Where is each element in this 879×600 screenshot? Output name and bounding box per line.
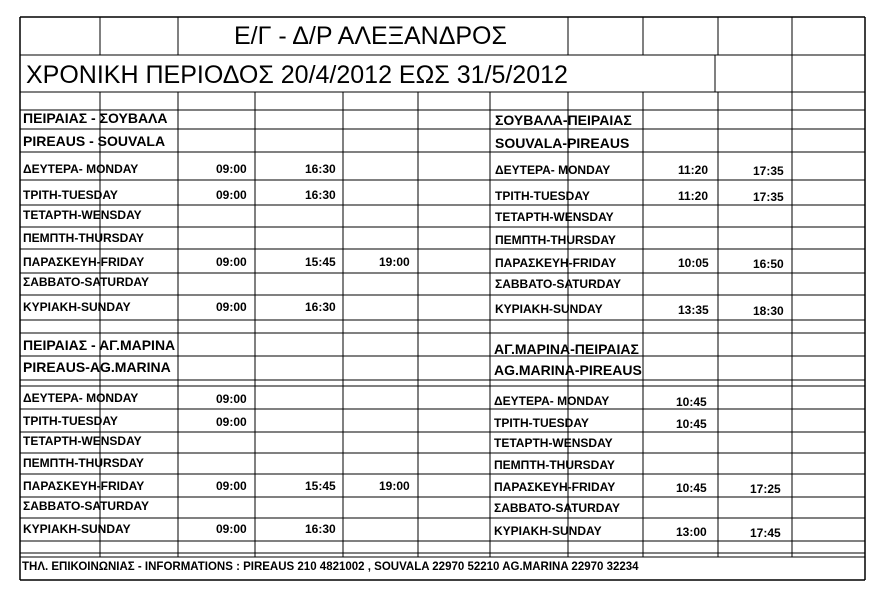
vessel-title: Ε/Γ - Δ/Ρ ΑΛΕΞΑΝΔΡΟΣ xyxy=(234,22,507,50)
day-label: ΚΥΡΙΑΚΗ-SUNDAY xyxy=(23,522,131,536)
day-label: ΠΑΡΑΣΚΕΥΗ-FRIDAY xyxy=(23,255,145,269)
route-title-english: PIREAUS-AG.MARINA xyxy=(23,359,171,375)
route-title-english: PIREAUS - SOUVALA xyxy=(23,133,166,149)
day-label: ΠΑΡΑΣΚΕΥΗ-FRIDAY xyxy=(23,479,145,493)
departure-time: 10:45 xyxy=(676,481,707,495)
day-label: ΔΕΥΤΕΡΑ- MONDAY xyxy=(495,163,611,177)
day-label: ΤΡΙΤΗ-TUESDAY xyxy=(495,189,590,203)
departure-time: 16:50 xyxy=(753,257,784,271)
day-label: ΠΕΜΠΤΗ-THURSDAY xyxy=(23,456,144,470)
departure-time: 19:00 xyxy=(379,479,410,493)
day-label: ΚΥΡΙΑΚΗ-SUNDAY xyxy=(494,524,602,538)
departure-time: 09:00 xyxy=(216,188,247,202)
day-label: ΚΥΡΙΑΚΗ-SUNDAY xyxy=(23,300,131,314)
departure-time: 18:30 xyxy=(753,304,784,318)
day-label: ΠΕΜΠΤΗ-THURSDAY xyxy=(23,231,144,245)
route-title-english: AG.MARINA-PIREAUS xyxy=(494,362,642,378)
departure-time: 11:20 xyxy=(678,163,709,177)
day-label: ΤΕΤΑΡΤΗ-WENSDAY xyxy=(495,210,614,224)
day-label: ΠΑΡΑΣΚΕΥΗ-FRIDAY xyxy=(495,256,617,270)
contact-info: ΤΗΛ. ΕΠΙΚΟΙΝΩΝΙΑΣ - INFORMATIONS : PIREAUS 210 4821002 , SOUVALA 22970 52210 AG.MARINA 22970 32234 xyxy=(22,561,639,573)
day-label: ΣΑΒΒΑΤΟ-SATURDAY xyxy=(23,275,149,289)
period-title: ΧΡΟΝΙΚΗ ΠΕΡΙΟΔΟΣ 20/4/2012 ΕΩΣ 31/5/2012 xyxy=(26,61,568,89)
day-label: ΣΑΒΒΑΤΟ-SATURDAY xyxy=(495,277,621,291)
day-label: ΤΕΤΑΡΤΗ-WENSDAY xyxy=(23,208,142,222)
route-title-greek: ΠΕΙΡΑΙΑΣ - ΣΟΥΒΑΛΑ xyxy=(23,110,168,126)
day-label: ΔΕΥΤΕΡΑ- MONDAY xyxy=(23,162,139,176)
departure-time: 10:05 xyxy=(678,256,709,270)
departure-time: 13:35 xyxy=(678,303,709,317)
route-title-greek: ΣΟΥΒΑΛΑ-ΠΕΙΡΑΙΑΣ xyxy=(495,112,632,128)
day-label: ΔΕΥΤΕΡΑ- MONDAY xyxy=(23,391,139,405)
route-title-english: SOUVALA-PIREAUS xyxy=(495,135,630,151)
departure-time: 09:00 xyxy=(216,415,247,429)
route-title-greek: ΠΕΙΡΑΙΑΣ - ΑΓ.ΜΑΡΙΝΑ xyxy=(23,337,176,353)
departure-time: 16:30 xyxy=(305,162,336,176)
day-label: ΣΑΒΒΑΤΟ-SATURDAY xyxy=(23,499,149,513)
departure-time: 10:45 xyxy=(676,417,707,431)
departure-time: 10:45 xyxy=(676,395,707,409)
departure-time: 09:00 xyxy=(216,479,247,493)
day-label: ΤΡΙΤΗ-TUESDAY xyxy=(23,188,118,202)
departure-time: 09:00 xyxy=(216,255,247,269)
departure-time: 09:00 xyxy=(216,522,247,536)
day-label: ΠΑΡΑΣΚΕΥΗ-FRIDAY xyxy=(494,480,616,494)
departure-time: 16:30 xyxy=(305,300,336,314)
departure-time: 09:00 xyxy=(216,162,247,176)
day-label: ΠΕΜΠΤΗ-THURSDAY xyxy=(495,233,616,247)
departure-time: 16:30 xyxy=(305,522,336,536)
departure-time: 09:00 xyxy=(216,300,247,314)
day-label: ΔΕΥΤΕΡΑ- MONDAY xyxy=(494,394,610,408)
departure-time: 17:35 xyxy=(753,164,784,178)
day-label: ΠΕΜΠΤΗ-THURSDAY xyxy=(494,458,615,472)
departure-time: 15:45 xyxy=(305,255,336,269)
departure-time: 19:00 xyxy=(379,255,410,269)
route-title-greek: ΑΓ.ΜΑΡΙΝΑ-ΠΕΙΡΑΙΑΣ xyxy=(494,341,639,357)
day-label: ΤΕΤΑΡΤΗ-WENSDAY xyxy=(494,436,613,450)
departure-time: 13:00 xyxy=(676,525,707,539)
day-label: ΚΥΡΙΑΚΗ-SUNDAY xyxy=(495,302,603,316)
day-label: ΤΡΙΤΗ-TUESDAY xyxy=(23,414,118,428)
departure-time: 16:30 xyxy=(305,188,336,202)
departure-time: 17:35 xyxy=(753,190,784,204)
departure-time: 15:45 xyxy=(305,479,336,493)
departure-time: 17:45 xyxy=(750,526,781,540)
day-label: ΤΡΙΤΗ-TUESDAY xyxy=(494,416,589,430)
day-label: ΣΑΒΒΑΤΟ-SATURDAY xyxy=(494,501,620,515)
departure-time: 09:00 xyxy=(216,392,247,406)
departure-time: 17:25 xyxy=(750,482,781,496)
departure-time: 11:20 xyxy=(678,189,709,203)
day-label: ΤΕΤΑΡΤΗ-WENSDAY xyxy=(23,434,142,448)
